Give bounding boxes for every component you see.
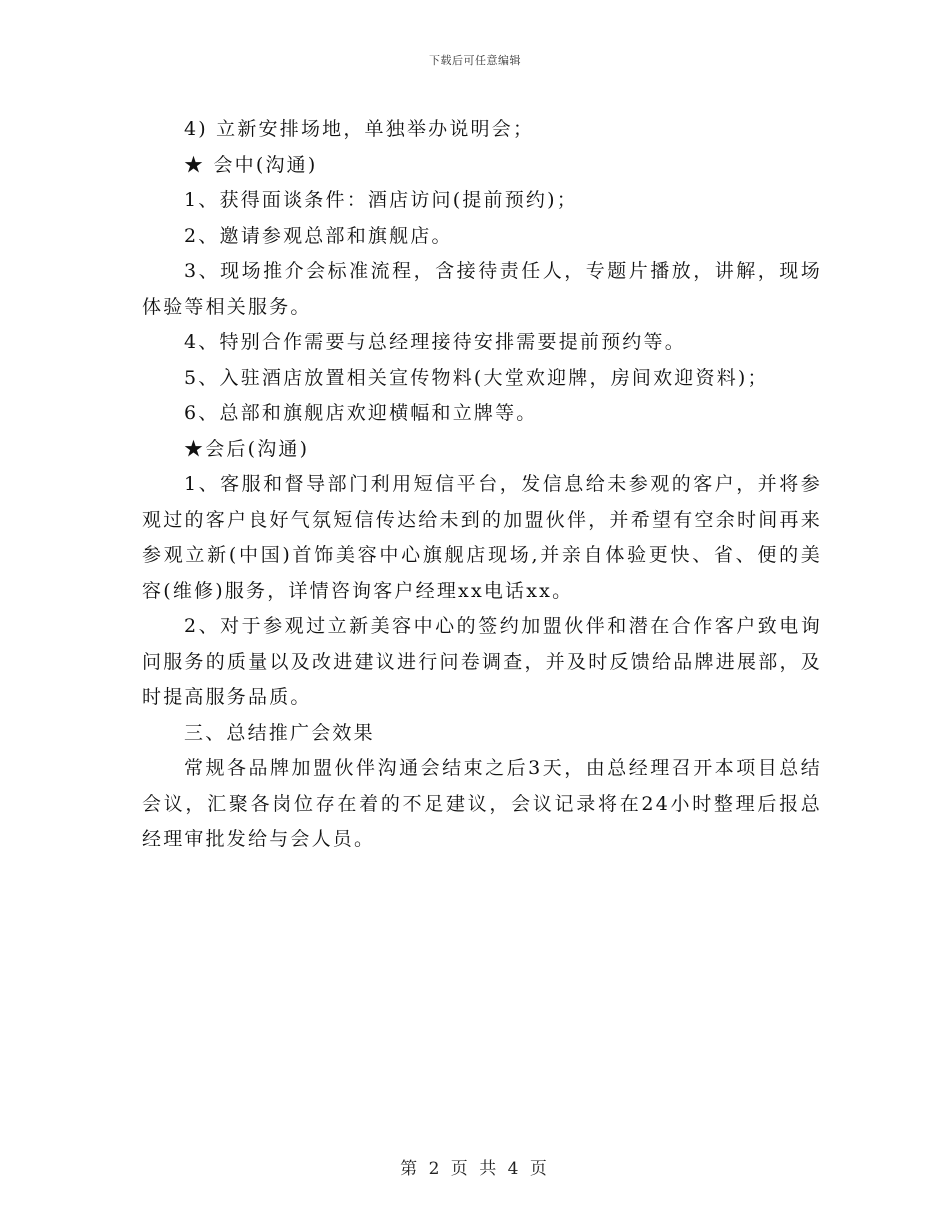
paragraph-special-cooperation: 4、特别合作需要与总经理接待安排需要提前预约等。 — [184, 331, 686, 353]
paragraph-hotel-materials: 5、入驻酒店放置相关宣传物料(大堂欢迎牌，房间欢迎资料)； — [184, 366, 769, 389]
paragraph-survey: 2、对于参观过立新美容中心的签约加盟伙伴和潜在合作客户致电询问服务的质量以及改进建议进行问卷调查，并及时反馈给品牌进展部，及时提高服务品质。 — [142, 615, 822, 708]
paragraph-summary-meeting: 常规各品牌加盟伙伴沟通会结束之后3天，由总经理召开本项目总结会议，汇聚各岗位存在着的不足建议，会议记录将在24小时整理后报总经理审批发给与会人员。 — [142, 757, 822, 850]
paragraph-invite-visit: 2、邀请参观总部和旗舰店。 — [184, 224, 453, 247]
document-body — [142, 112, 822, 858]
page-header: 下载后可任意编辑 — [429, 54, 521, 67]
paragraph-interview: 1、获得面谈条件：酒店访问(提前预约)； — [184, 189, 578, 211]
heading-summary: 三、总结推广会效果 — [184, 721, 375, 744]
paragraph-banners: 6、总部和旗舰店欢迎横幅和立牌等。 — [184, 402, 538, 424]
paragraph-venue: 4) 立新安排场地，单独举办说明会； — [184, 118, 535, 140]
heading-during-meeting: ★ 会中(沟通) — [184, 153, 318, 176]
paragraph-standard-process: 3、现场推介会标准流程，含接待责任人，专题片播放，讲解，现场体验等相关服务。 — [142, 260, 822, 318]
heading-after-meeting: ★会后(沟通) — [184, 437, 310, 460]
paragraph-sms-followup: 1、客服和督导部门利用短信平台，发信息给未参观的客户，并将参观过的客户良好气氛短信传达给未到的加盟伙伴，并希望有空余时间再来参观立新(中国)首饰美容中心旗舰店现场,并亲自体验更快、省、便的美容(维修)服务，详情咨询客户经理xx电话xx。 — [142, 473, 822, 602]
page-number: 第 2 页 共 4 页 — [400, 1159, 550, 1179]
